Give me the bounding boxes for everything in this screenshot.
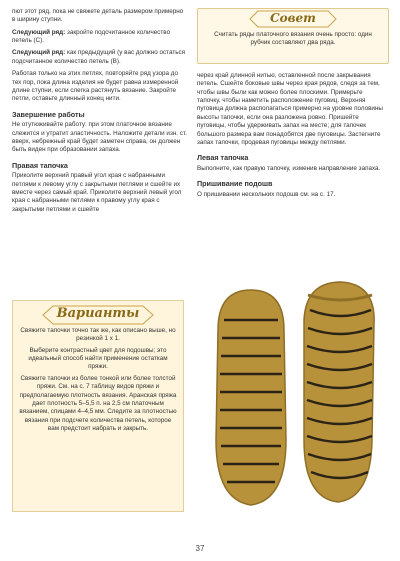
left-slipper-icon [216, 290, 286, 505]
tip-text: Считать ряды платочного вязания очень просто: один рубчик составляют два ряда. [214, 31, 372, 47]
paragraph: Не отутюживайте работу: при этом платочное вязание слежится и утратит эластичность. Наложите детали изн. ст. вверх, небрежный край будет заметен справа, он должен быть виден при образовании запаха. [12, 121, 187, 154]
section-heading: Левая тапочка [197, 153, 249, 163]
paragraph: Свяжите тапочки из более тонкой или более толстой пряжи. См. на с. 7 таблицу видов пряжи и предполагаемую плотность вязания. Аранская пряжа дает плотность 5–5,5 п. на 2,5 см платочным вязанием, спицами 4–4,5 мм. Следите за плотностью вязания при подсчете количества петель, которое вам предстоит набрать и закрыть. [19, 374, 177, 432]
paragraph: Выберите контрастный цвет для подошвы; это идеальный способ найти применение остаткам пряжи. [28, 346, 168, 371]
left-column [12, 8, 187, 218]
paragraph: Работая только на этих петлях, повторяйте ряд узора до тех пор, пока длина изделия не будет равна измеренной длине ступни, если слегка растянуть вязание. Закройте петли, оставьте длинный конец нити. [12, 70, 179, 103]
section-heading: Завершение работы [12, 109, 85, 119]
bold-lead: Следующий ряд: [12, 28, 66, 36]
paragraph: пют этот ряд, пока не свяжете деталь размером примерно в ширину ступни. [12, 8, 184, 24]
slippers-photo [196, 260, 392, 540]
tip-title: Совет [270, 11, 316, 25]
tip-box [197, 8, 389, 64]
paragraph: О пришивании нескольких подошв см. на с. 17. [197, 190, 336, 198]
paragraph: Приколите верхний правый угол края с набранными петлями к левому углу с закрытыми петлями и сшейте их вместе через самый край. Приколите верхний левый угол края с набранными петлями к правому углу края с закрытыми петлями и сшейте [12, 172, 182, 213]
bold-lead: Следующий ряд: [12, 49, 66, 57]
paragraph [12, 49, 187, 66]
text: как предыдущий (у вас должно остаться подсчитанное количество петель (В). [12, 49, 186, 65]
section-heading: Пришивание подошв [197, 179, 273, 189]
paragraph [12, 29, 187, 46]
paragraph: через край длинной нитью, оставленной после закрывания петель. Сшейте боковые швы через края рядов, следя за тем, чтобы швы были как можно более плоскими. Примерьте тапочку, чтобы наметить расположение пуговиц. Верхняя пуговица должна располагаться примерно на уровне половины высоты тапочки, если она разложена ровно. Пришейте пуговицы, чтобы удерживать запах на месте; для тапочек большого размера вам понадобятся две пуговицы. Застегните запах тапочки, продевая пуговицы между петлями. [197, 72, 383, 146]
paragraph: Выполните, как правую тапочку, изменив направление запаха. [197, 164, 381, 172]
page-number: 37 [195, 544, 205, 553]
paragraph: Свяжите тапочки точно так же, как описано выше, но резинкой 1 х 1. [20, 327, 176, 343]
variants-text [19, 327, 177, 436]
variants-box [12, 300, 184, 512]
right-column [197, 72, 387, 203]
section-heading: Правая тапочка [12, 160, 68, 170]
variants-title: Варианты [56, 306, 140, 321]
text: закройте подсчитанное количество петель (С). [12, 28, 171, 45]
right-slipper-icon [304, 282, 374, 502]
